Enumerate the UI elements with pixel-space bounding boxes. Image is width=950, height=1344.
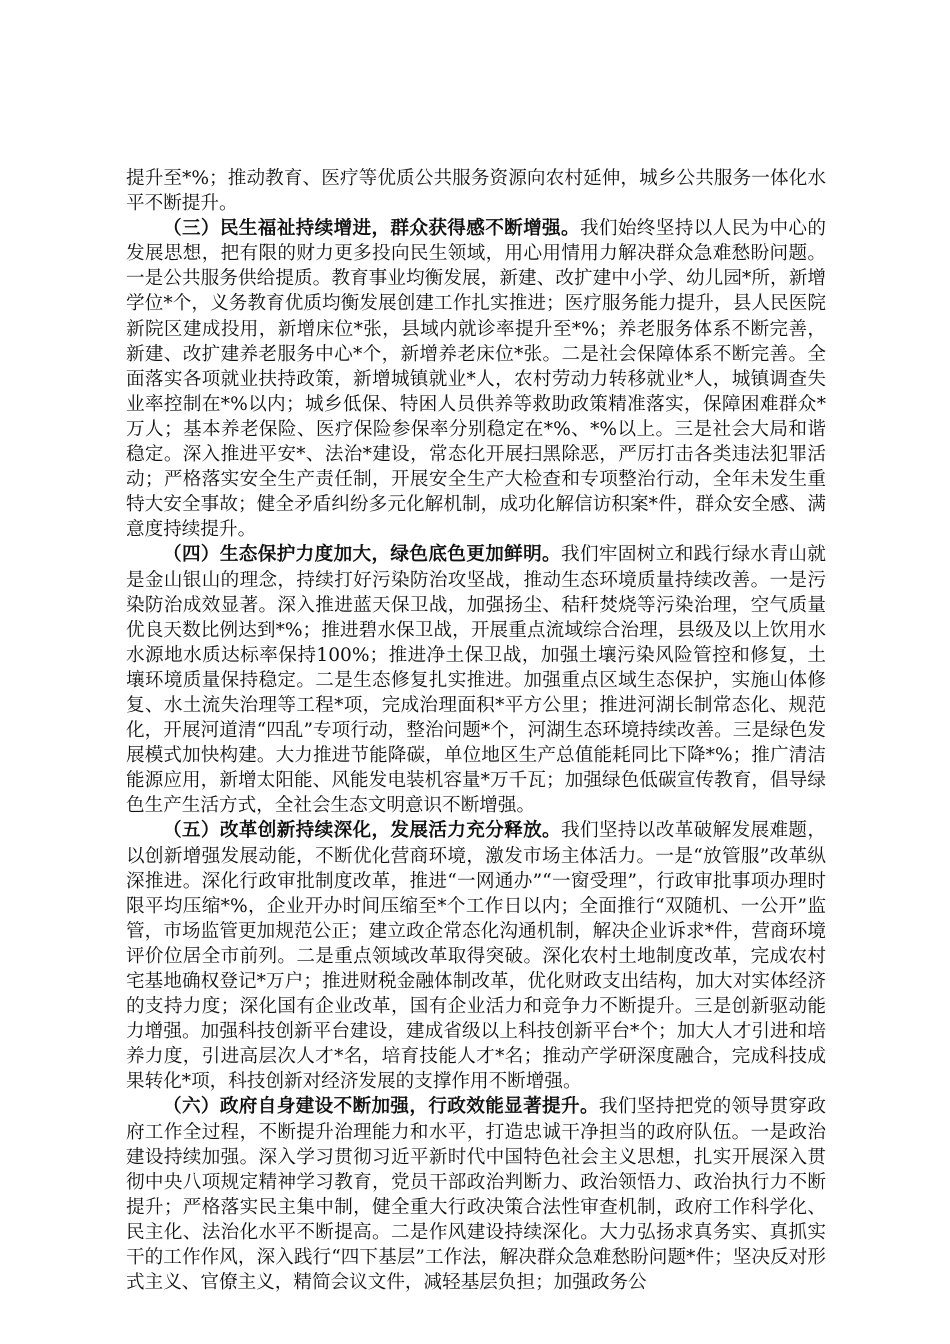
paragraph-continuation bbox=[126, 166, 826, 216]
paragraph-body: 我们牢固树立和践行绿水青山就是金山银山的理念，持续打好污染防治攻坚战，推动生态环境质量持续改善。一是污染防治成效显著。深入推进蓝天保卫战，加强扬尘、秸秆焚烧等污染治理，空气质量优良天数比例达到*%；推进碧水保卫战，开展重点流域综合治理，县级及以上饮用水水源地水质达标率保持100%；推进净土保卫战，加强土壤污染风险管控和修复，土壤环境质量保持稳定。二是生态修复扎实推进。加强重点区域生态保护，实施山体修复、水土流失治理等工程*项，完成治理面积*平方公里；推进河湖长制常态化、规范化，开展河道清“四乱”专项行动，整治问题*个，河湖生态环境持续改善。三是绿色发展模式加快构建。大力推进节能降碳，单位地区生产总值能耗同比下降*%；推广清洁能源应用，新增太阳能、风能发电装机容量*万千瓦；加强绿色低碳宣传教育，倡导绿色生产生活方式，全社会生态文明意识不断增强。 bbox=[126, 544, 826, 817]
paragraph-reform bbox=[126, 818, 826, 1094]
paragraph-heading: （四）生态保护力度加大，绿色底色更加鲜明。 bbox=[163, 544, 561, 566]
paragraph-body: 我们坚持以改革破解发展难题，以创新增强发展动能，不断优化营商环境，激发市场主体活力。一是“放管服”改革纵深推进。深化行政审批制度改革，推进“一网通办”“一窗受理”，行政审批事项办理时限平均压缩*%，企业开办时间压缩至*个工作日以内；全面推行“双随机、一公开”监管，市场监管更加规范公正；建立政企常态化沟通机制，解决企业诉求*件，营商环境评价位居全市前列。二是重点领域改革取得突破。深化农村土地制度改革，完成农村宅基地确权登记*万户；推进财税金融体制改革，优化财政支出结构，加大对实体经济的支持力度；深化国有企业改革，国有企业活力和竞争力不断提升。三是创新驱动能力增强。加强科技创新平台建设，建成省级以上科技创新平台*个；加大人才引进和培养力度，引进高层次人才*名，培育技能人才*名；推动产学研深度融合，完成科技成果转化*项，科技创新对经济发展的支撑作用不断增强。 bbox=[126, 820, 826, 1093]
paragraph-government bbox=[126, 1094, 826, 1295]
paragraph-heading: （六）政府自身建设不断加强，行政效能显著提升。 bbox=[163, 1096, 599, 1118]
document-body bbox=[126, 166, 826, 1295]
paragraph-body: 我们坚持把党的领导贯穿政府工作全过程，不断提升治理能力和水平，打造忠诚干净担当的政府队伍。一是政治建设持续加强。深入学习贯彻习近平新时代中国特色社会主义思想，扎实开展深入贯彻中央八项规定精神学习教育，党员干部政治判断力、政治领悟力、政治执行力不断提升；严格落实民主集中制，健全重大行政决策合法性审查机制，政府工作科学化、民主化、法治化水平不断提高。二是作风建设持续深化。大力弘扬求真务实、真抓实干的工作作风，深入践行“四下基层”工作法，解决群众急难愁盼问题*件；坚决反对形式主义、官僚主义，精简会议文件，减轻基层负担；加强政务公 bbox=[126, 1096, 826, 1294]
paragraph-heading: （三）民生福祉持续增进，群众获得感不断增强。 bbox=[163, 218, 580, 240]
paragraph-livelihood bbox=[126, 216, 826, 542]
paragraph-heading: （五）改革创新持续深化，发展活力充分释放。 bbox=[163, 820, 561, 842]
paragraph-body: 提升至*%；推动教育、医疗等优质公共服务资源向农村延伸，城乡公共服务一体化水平不断提升。 bbox=[126, 168, 826, 215]
paragraph-ecology bbox=[126, 542, 826, 818]
paragraph-body: 我们始终坚持以人民为中心的发展思想，把有限的财力更多投向民生领域，用心用情用力解决群众急难愁盼问题。一是公共服务供给提质。教育事业均衡发展，新建、改扩建中小学、幼儿园*所，新增学位*个，义务教育优质均衡发展创建工作扎实推进；医疗服务能力提升，县人民医院新院区建成投用，新增床位*张，县域内就诊率提升至*%；养老服务体系不断完善，新建、改扩建养老服务中心*个，新增养老床位*张。二是社会保障体系不断完善。全面落实各项就业扶持政策，新增城镇就业*人，农村劳动力转移就业*人，城镇调查失业率控制在*%以内；城乡低保、特困人员供养等救助政策精准落实，保障困难群众*万人；基本养老保险、医疗保险参保率分别稳定在*%、*%以上。三是社会大局和谐稳定。深入推进平安*、法治*建设，常态化开展扫黑除恶，严厉打击各类违法犯罪活动；严格落实安全生产责任制，开展安全生产大检查和专项整治行动，全年未发生重特大安全事故；健全矛盾纠纷多元化解机制，成功化解信访积案*件，群众安全感、满意度持续提升。 bbox=[126, 218, 826, 541]
